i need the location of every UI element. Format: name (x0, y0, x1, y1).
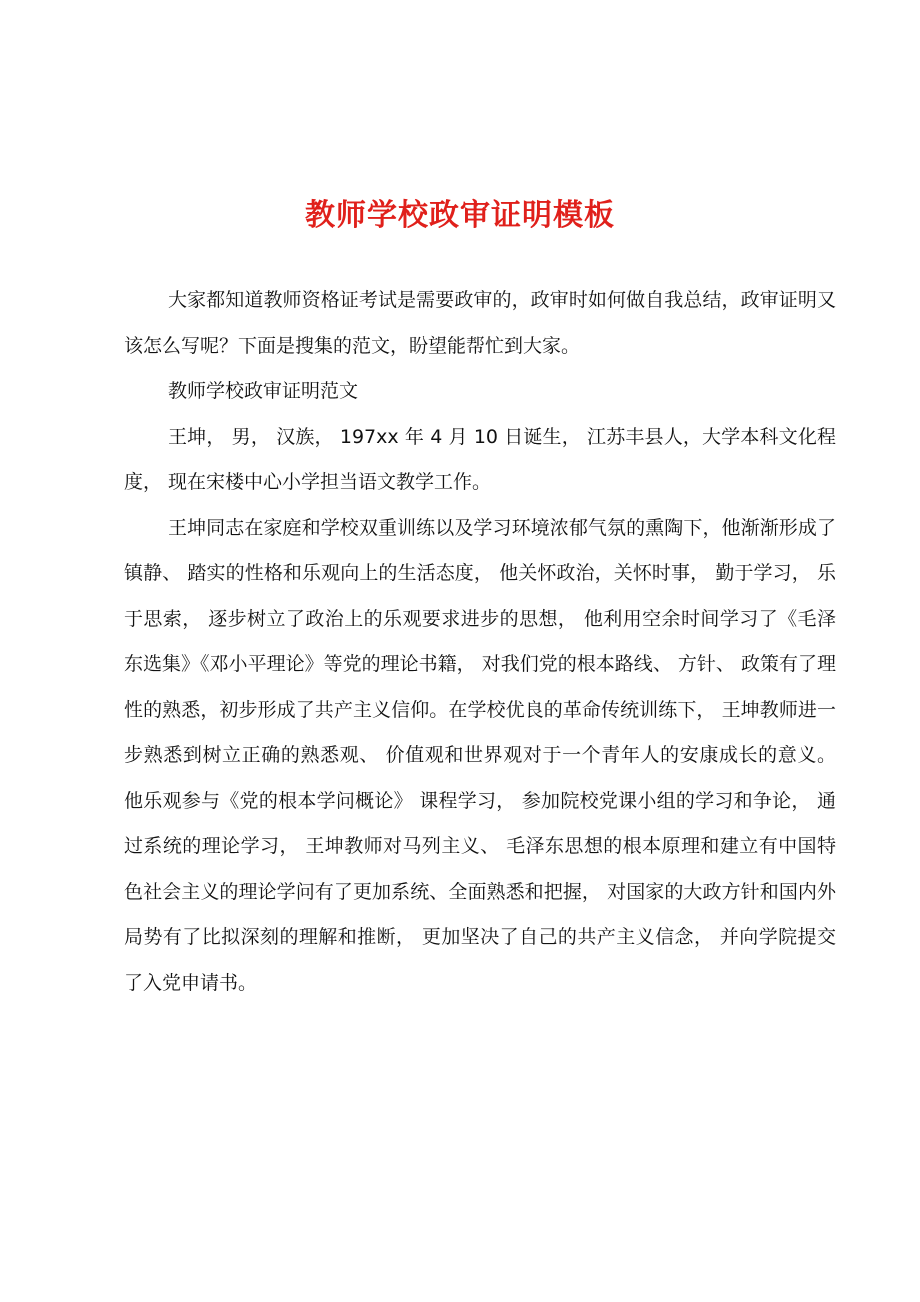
intro-paragraph: 大家都知道教师资格证考试是需要政审的，政审时如何做自我总结，政审证明又该怎么写呢？下面是搜集的范文，盼望能帮忙到大家。 (124, 289, 836, 357)
section-heading: 教师学校政审证明范文 (168, 380, 359, 402)
document-title: 教师学校政审证明模板 (305, 198, 615, 233)
personal-info-paragraph: 王坤， 男， 汉族， 197xx 年 4 月 10 日诞生， 江苏丰县人，大学本科文化程度， 现在宋楼中心小学担当语文教学工作。 (124, 425, 836, 493)
evaluation-paragraph: 王坤同志在家庭和学校双重训练以及学习环境浓郁气氛的熏陶下，他渐渐形成了镇静、 踏实的性格和乐观向上的生活态度， 他关怀政治，关怀时事， 勤于学习， 乐于思索， 逐步树立了政治上的乐观要求进步的思想， 他利用空余时间学习了《毛泽东选集》《邓小平理论》等党的理论书籍， 对我们党的根本路线、 方针、 政策有了理性的熟悉，初步形成了共产主义信仰。在学校优良的革命传统训练下， 王坤教师进一步熟悉到树立正确的熟悉观、 价值观和世界观对于一个青年人的安康成长的意义。 他乐观参与《党的根本学问概论》 课程学习， 参加院校党课小组的学习和争论， 通过系统的理论学习， 王坤教师对马列主义、 毛泽东思想的根本原理和建立有中国特色社会主义的理论学问有了更加系统、全面熟悉和把握， 对国家的大政方针和国内外局势有了比拟深刻的理解和推断， 更加坚决了自己的共产主义信念， 并向学院提交了入党申请书。 (124, 516, 836, 994)
document-body (124, 278, 836, 1006)
